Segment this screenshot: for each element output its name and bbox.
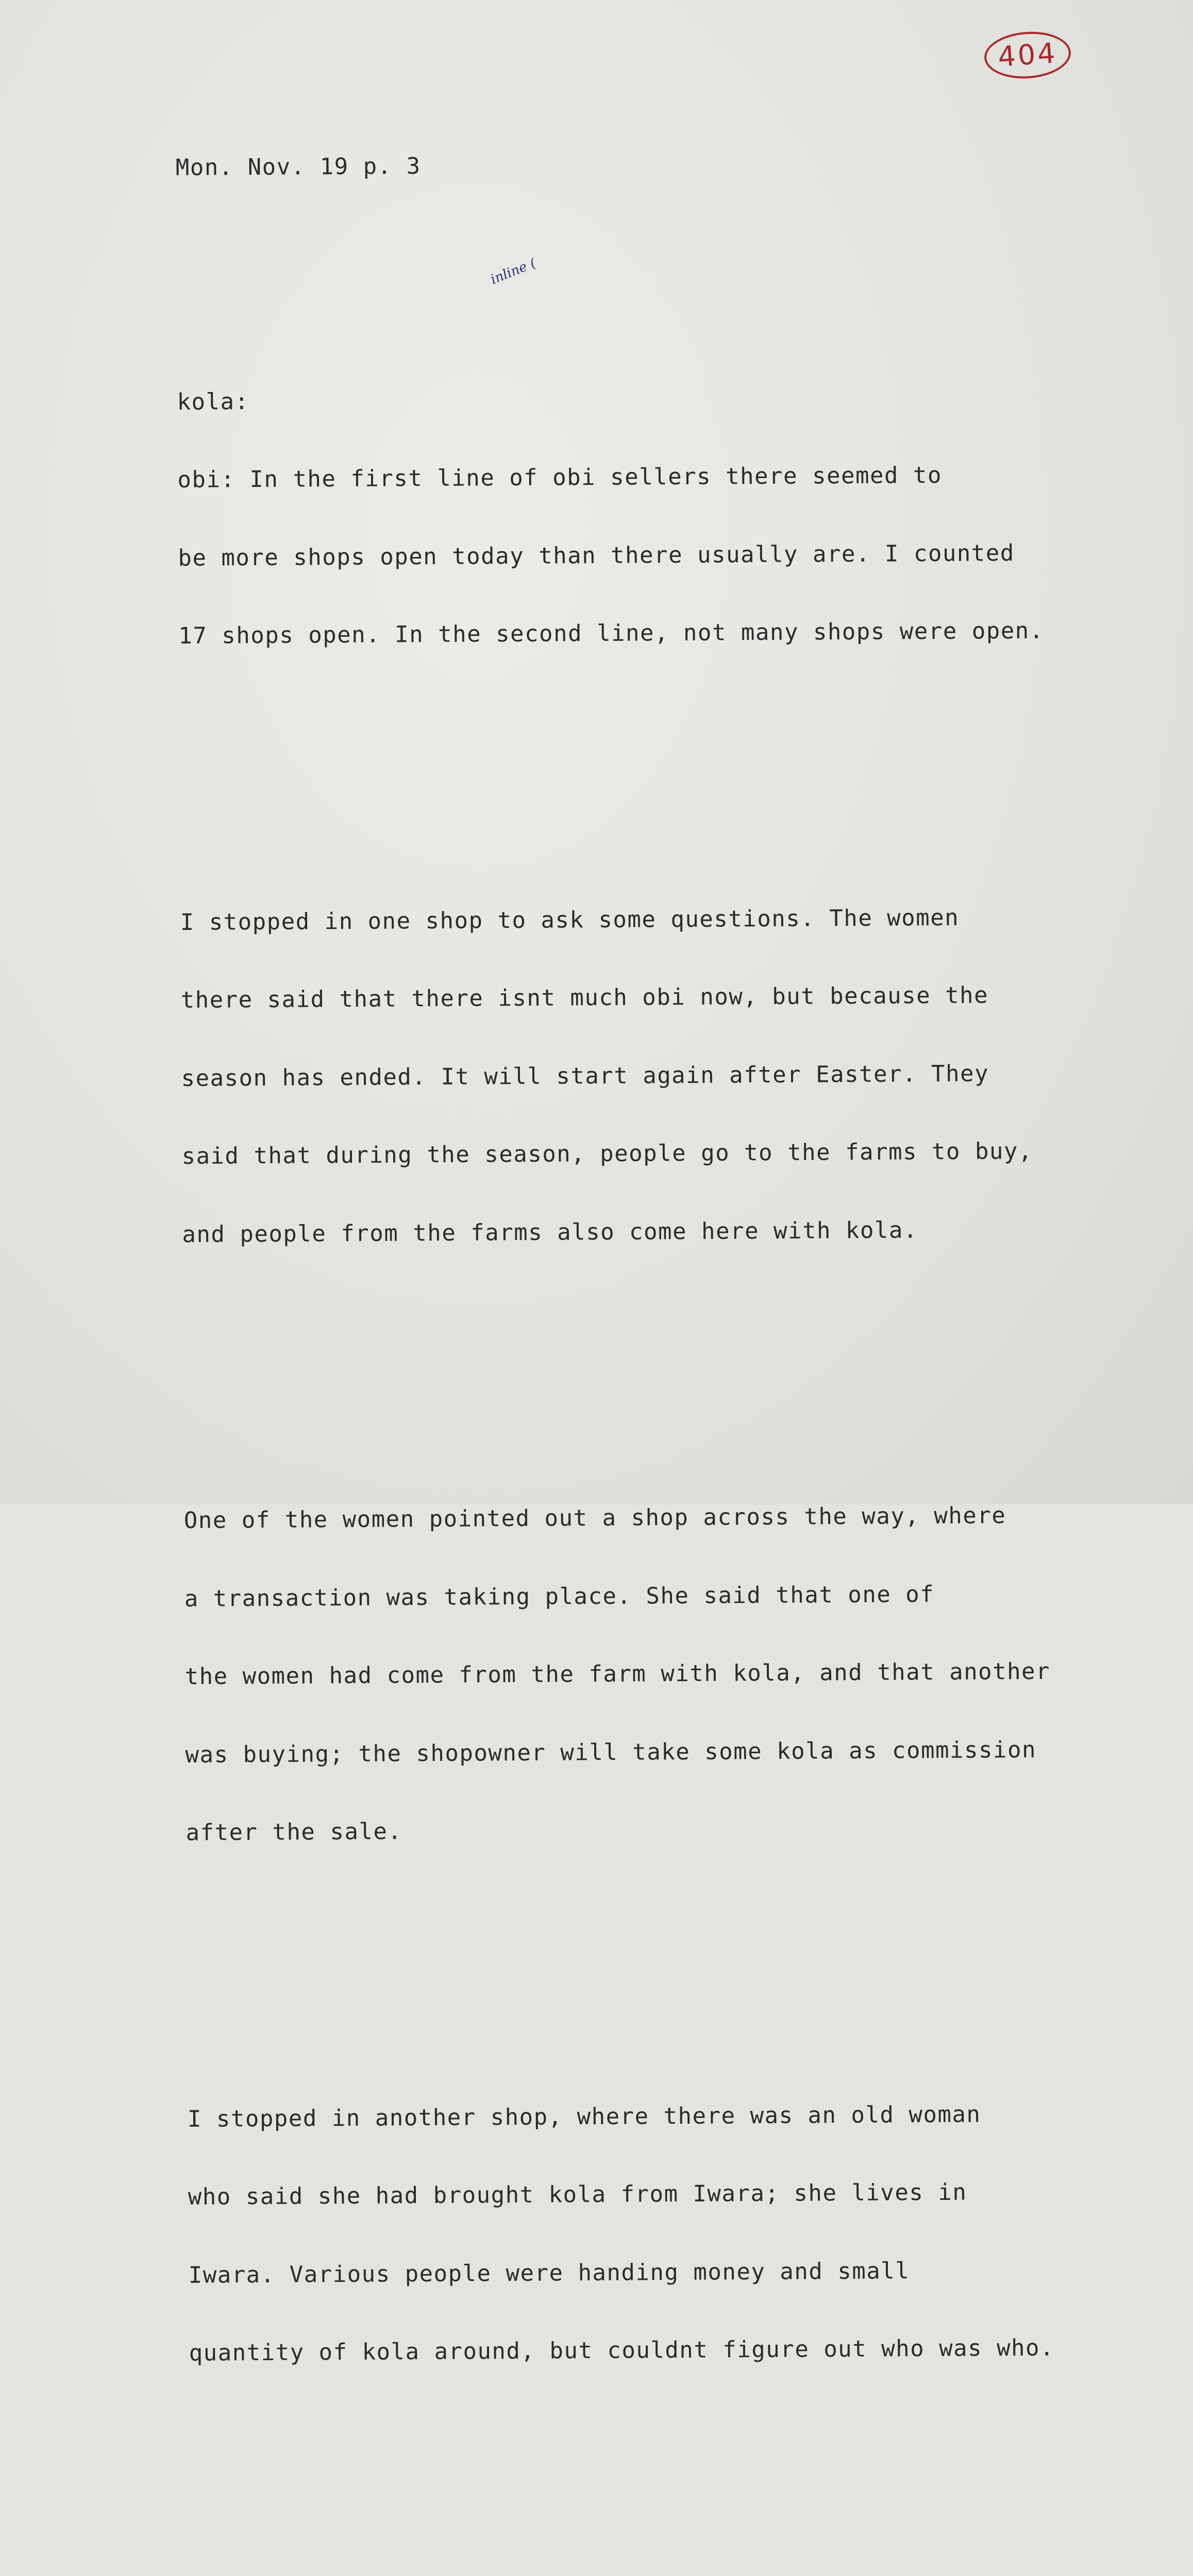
page-heading: Mon. Nov. 19 p. 3 xyxy=(175,153,421,181)
text-line: who said she had brought kola from Iwara; she lives in xyxy=(188,2179,967,2210)
text-line: there said that there isnt much obi now, but because the xyxy=(180,982,989,1013)
paragraph-shop-questions xyxy=(180,852,1172,1300)
paragraph-old-woman xyxy=(187,2048,1179,2419)
text-line: a transaction was taking place. She said that one of xyxy=(184,1581,935,1612)
paragraph-first-shop xyxy=(190,2569,1181,2576)
text-line: the women had come from the farm with kola, and that another xyxy=(184,1658,1051,1690)
text-line: said that during the season, people go to the farms to buy, xyxy=(181,1138,1033,1170)
text-line: I stopped in another shop, where there was an old woman xyxy=(187,2101,981,2132)
text-line: kola: xyxy=(177,388,249,415)
text-line: One of the women pointed out a shop across the way, where xyxy=(183,1502,1006,1534)
text-line: quantity of kola around, but couldnt figure out who was who. xyxy=(189,2334,1055,2366)
paragraph-kola-intro xyxy=(177,331,1168,702)
text-line: I stopped in one shop to ask some questions. The women xyxy=(180,904,960,936)
page-number-stamp: 404 xyxy=(983,29,1072,81)
handwritten-annotation: inline ( xyxy=(488,255,539,288)
text-line: after the sale. xyxy=(186,1818,402,1846)
paragraph-transaction xyxy=(183,1450,1175,1898)
text-line: was buying; the shopowner will take some kola as commission xyxy=(185,1736,1037,1768)
text-line: and people from the farms also come here with kola. xyxy=(182,1216,918,1248)
text-line: be more shops open today than there usually are. I counted xyxy=(178,539,1015,571)
text-line: 17 shops open. In the second line, not many shops were open. xyxy=(178,617,1044,649)
text-line: obi: In the first line of obi sellers there seemed to xyxy=(177,462,943,493)
text-line: season has ended. It will start again after Easter. They xyxy=(181,1060,989,1092)
typed-notes xyxy=(175,97,1193,2576)
text-line: Iwara. Various people were handing money and small xyxy=(188,2257,910,2289)
